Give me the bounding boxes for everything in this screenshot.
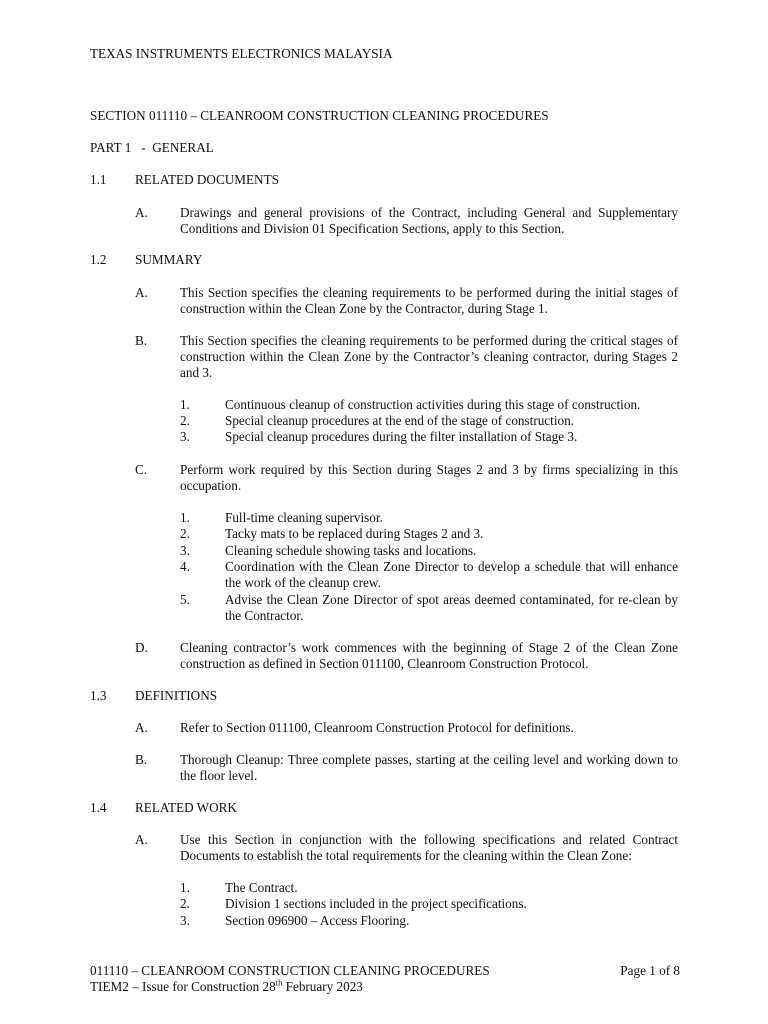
issue-suffix: February 2023 — [282, 979, 363, 994]
article-title: RELATED DOCUMENTS — [135, 172, 279, 187]
article-title: RELATED WORK — [135, 800, 237, 815]
part-heading — [90, 140, 214, 156]
list-item-number: 1. — [180, 510, 190, 525]
part-dash: - — [141, 140, 146, 155]
issue-prefix: TIEM2 – Issue for Construction 28 — [90, 979, 276, 994]
paragraph-text: Use this Section in conjunction with the following specifications and related Contract Documents to establish the total requirements for the cleaning within the Clean Zone: — [180, 832, 678, 863]
list-item-text: Advise the Clean Zone Director of spot areas deemed contaminated, for re-clean by the Contractor. — [225, 592, 678, 623]
list-item-number: 3. — [180, 429, 190, 444]
paragraph-label: B. — [135, 752, 148, 767]
list-item-number: 5. — [180, 592, 190, 607]
article-title: SUMMARY — [135, 252, 203, 267]
paragraph-text: Refer to Section 011100, Cleanroom Construction Protocol for definitions. — [180, 720, 574, 735]
list-item-text: Full-time cleaning supervisor. — [225, 510, 383, 525]
list-item-text: The Contract. — [225, 880, 298, 895]
list-item-number: 1. — [180, 397, 190, 412]
footer-title: 011110 – CLEANROOM CONSTRUCTION CLEANING PROCEDURES — [90, 963, 490, 978]
list-item-number: 2. — [180, 413, 190, 428]
list-item-text: Cleaning schedule showing tasks and locations. — [225, 543, 477, 558]
list-item-text: Tacky mats to be replaced during Stages 2 and 3. — [225, 526, 484, 541]
paragraph-label: A. — [135, 205, 148, 220]
part-title: GENERAL — [152, 140, 214, 155]
page-number: Page 1 of 8 — [620, 963, 680, 978]
list-item-number: 3. — [180, 543, 190, 558]
article-title: DEFINITIONS — [135, 688, 218, 703]
footer-issue — [90, 979, 680, 995]
list-item-number: 4. — [180, 559, 190, 574]
issue-superscript: th — [275, 977, 283, 988]
article-number: 1.4 — [90, 800, 107, 815]
paragraph-label: A. — [135, 832, 148, 847]
article-number: 1.2 — [90, 252, 107, 267]
list-item-text: Division 1 sections included in the project specifications. — [225, 896, 527, 911]
article-number: 1.1 — [90, 172, 107, 187]
part-number: PART 1 — [90, 140, 132, 155]
list-item-text: Coordination with the Clean Zone Director to develop a schedule that will enhance the work of the cleanup crew. — [225, 559, 678, 590]
paragraph-label: A. — [135, 720, 148, 735]
paragraph-text: This Section specifies the cleaning requirements to be performed during the initial stages of construction within the Clean Zone by the Contractor, during Stage 1. — [180, 285, 678, 316]
paragraph-text: Drawings and general provisions of the Contract, including General and Supplementary Conditions and Division 01 Specification Sections, apply to this Section. — [180, 205, 678, 236]
paragraph-text: Perform work required by this Section during Stages 2 and 3 by firms specializing in this occupation. — [180, 462, 678, 493]
paragraph-text: Cleaning contractor’s work commences with the beginning of Stage 2 of the Clean Zone construction as defined in Section 011100, Cleanroom Construction Protocol. — [180, 640, 678, 671]
list-item-text: Special cleanup procedures during the filter installation of Stage 3. — [225, 429, 578, 444]
paragraph-label: A. — [135, 285, 148, 300]
list-item-text: Continuous cleanup of construction activities during this stage of construction. — [225, 397, 641, 412]
article-number: 1.3 — [90, 688, 107, 703]
list-item-number: 1. — [180, 880, 190, 895]
list-item-text: Special cleanup procedures at the end of the stage of construction. — [225, 413, 574, 428]
paragraph-text: Thorough Cleanup: Three complete passes, starting at the ceiling level and working down to the floor level. — [180, 752, 678, 783]
list-item-number: 2. — [180, 896, 190, 911]
paragraph-label: D. — [135, 640, 148, 655]
paragraph-label: C. — [135, 462, 148, 477]
list-item-number: 3. — [180, 913, 190, 928]
paragraph-label: B. — [135, 333, 148, 348]
list-item-number: 2. — [180, 526, 190, 541]
section-title: SECTION 011110 – CLEANROOM CONSTRUCTION CLEANING PROCEDURES — [90, 108, 549, 123]
list-item-text: Section 096900 – Access Flooring. — [225, 913, 410, 928]
paragraph-text: This Section specifies the cleaning requirements to be performed during the critical stages of construction within the Clean Zone by the Contractor’s cleaning contractor, during Stages 2 and 3. — [180, 333, 678, 380]
company-header: TEXAS INSTRUMENTS ELECTRONICS MALAYSIA — [90, 46, 393, 61]
